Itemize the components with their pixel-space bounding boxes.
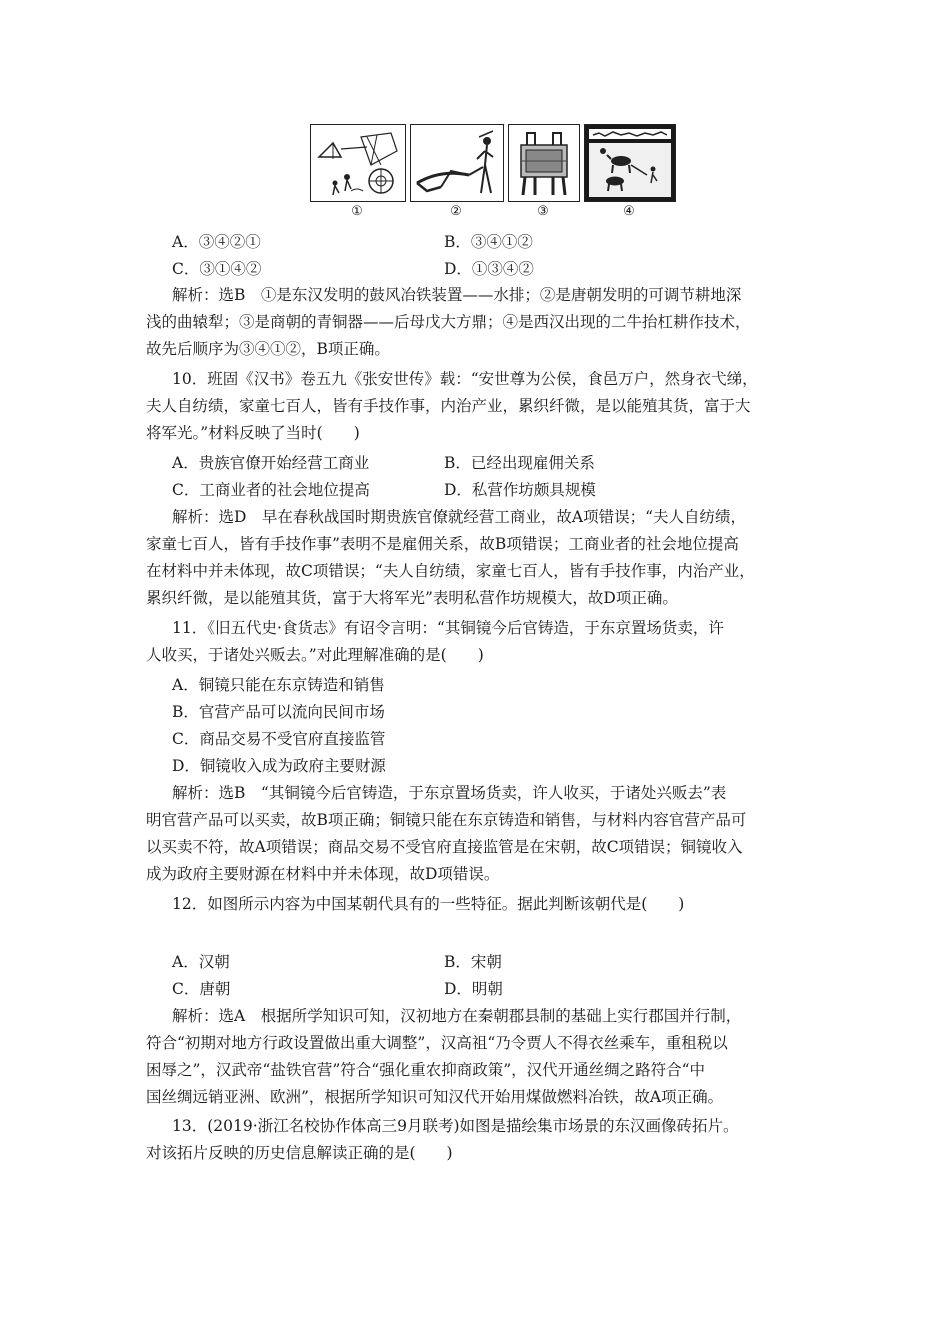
q10-analysis-line: 在材料中并未体现，故C项错误；“夫人自纺绩，家童七百人，皆有手技作事，内治产业， (146, 562, 755, 580)
q9-option-a: A．③④②① (172, 233, 261, 251)
q9-option-d: D．①③④② (444, 260, 534, 278)
q11-analysis-line: 以买卖不符，故A项错误；商品交易不受官府直接监管是在宋朝，故C项错误；铜镜收入 (146, 838, 743, 856)
q12-analysis-line: 符合“初期对地方行政设置做出重大调整”，汉高祖“乃令贾人不得衣丝乘车，重租税以 (146, 1034, 728, 1052)
q12-option-d: D．明朝 (444, 980, 503, 998)
q10-option-b: B．已经出现雇佣关系 (444, 454, 595, 472)
q11-option-c: C．商品交易不受官府直接监管 (172, 730, 386, 748)
figure-label-1: ① (351, 204, 363, 219)
q12-analysis-line: 困辱之”，汉武帝“盐铁官营”符合“强化重农抑商政策”，汉代开通丝绸之路符合“中 (146, 1061, 706, 1079)
q11-stem-line: 人收买，于诸处兴贩去。”对此理解准确的是( ) (146, 646, 484, 664)
q10-stem-line: 10．班固《汉书》卷五九《张安世传》载：“安世尊为公侯，食邑万户，然身衣弋绨， (172, 370, 758, 388)
q9-analysis-line: 解析：选B ①是东汉发明的鼓风冶铁装置——水排；②是唐朝发明的可调节耕地深 (172, 286, 742, 304)
q10-option-a: A．贵族官僚开始经营工商业 (172, 454, 370, 472)
q12-option-c: C．唐朝 (172, 980, 231, 998)
q11-option-b: B．官营产品可以流向民间市场 (172, 703, 385, 721)
water-bellows-image (310, 124, 406, 202)
q12-option-a: A．汉朝 (172, 953, 230, 971)
q10-stem-line: 将军光。”材料反映了当时( ) (146, 424, 360, 442)
q11-option-a: A．铜镜只能在东京铸造和销售 (172, 676, 385, 694)
q13-stem-line: 13．(2019·浙江名校协作体高三9月联考)如图是描绘集市场景的东汉画像砖拓片。 (172, 1117, 739, 1135)
q9-option-b: B．③④①② (444, 233, 533, 251)
q9-analysis-line: 故先后顺序为③④①②，B项正确。 (146, 340, 390, 358)
q13-stem-line: 对该拓片反映的历史信息解读正确的是( ) (146, 1144, 453, 1162)
q10-analysis-line: 累织纤微，是以能殖其货，富于大将军光”表明私营作坊规模大，故D项正确。 (146, 589, 678, 607)
q9-option-c: C．③①④② (172, 260, 262, 278)
q10-analysis-line: 家童七百人，皆有手技作事”表明不是雇佣关系，故B项错误；工商业者的社会地位提高 (146, 535, 739, 553)
q12-option-b: B．宋朝 (444, 953, 502, 971)
q11-analysis-line: 成为政府主要财源在材料中并未体现，故D项错误。 (146, 865, 500, 883)
q9-analysis-line: 浅的曲辕犁；③是商朝的青铜器——后母戊大方鼎；④是西汉出现的二牛抬杠耕作技术， (146, 313, 751, 331)
q10-analysis-line: 解析：选D 早在春秋战国时期贵族官僚就经营工商业，故A项错误；“夫人自纺绩， (172, 508, 747, 526)
curved-plough-image (410, 124, 504, 202)
q12-analysis-line: 解析：选A 根据所学知识可知，汉初地方在秦朝郡县制的基础上实行郡国并行制， (172, 1007, 742, 1025)
q10-option-d: D．私营作坊颇具规模 (444, 481, 596, 499)
q12-analysis-line: 国丝绸远销亚洲、欧洲”，根据所学知识可知汉代开始用煤做燃料冶铁，故A项正确。 (146, 1088, 724, 1106)
q11-analysis-line: 解析：选B “其铜镜今后官铸造，于东京置场货卖，许人收买，于诸处兴贩去”表 (172, 784, 727, 802)
q10-option-c: C．工商业者的社会地位提高 (172, 481, 370, 499)
q12-stem-line: 12．如图所示内容为中国某朝代具有的一些特征。据此判断该朝代是( ) (172, 895, 685, 913)
figure-label-2: ② (450, 204, 462, 219)
q11-stem-line: 11．《旧五代史·食货志》有诏令言明：“其铜镜今后官铸造，于东京置场货卖，许 (172, 619, 724, 637)
q11-option-d: D．铜镜收入成为政府主要财源 (172, 757, 386, 775)
ox-ploughing-image (584, 124, 676, 202)
figure-label-3: ③ (537, 204, 549, 219)
bronze-ding-image (508, 124, 580, 202)
figure-label-4: ④ (623, 204, 635, 219)
q10-stem-line: 夫人自纺绩，家童七百人，皆有手技作事，内治产业，累织纤微，是以能殖其货，富于大 (146, 397, 751, 415)
figure-strip (310, 124, 680, 220)
q11-analysis-line: 明官营产品可以买卖，故B项正确；铜镜只能在东京铸造和销售，与材料内容官营产品可 (146, 811, 747, 829)
